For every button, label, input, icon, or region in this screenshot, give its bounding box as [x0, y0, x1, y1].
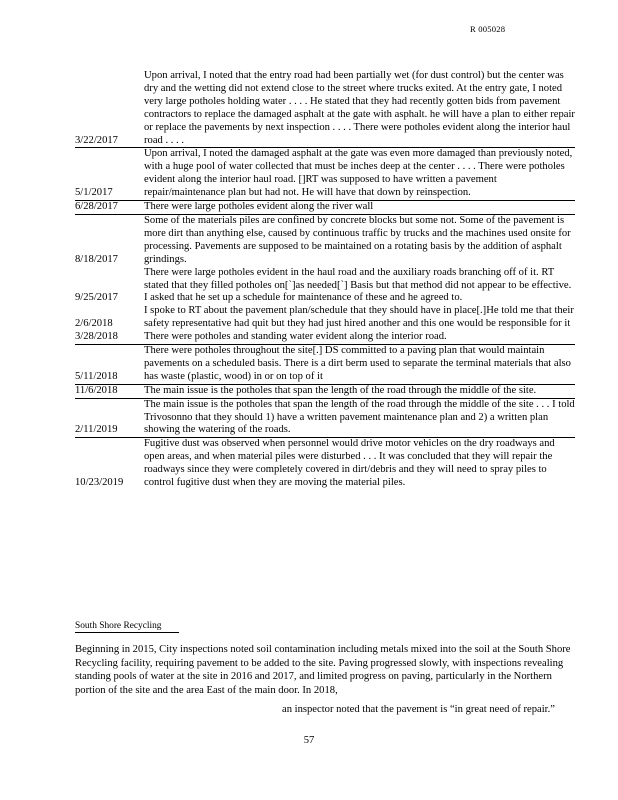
page-number: 57 — [303, 735, 315, 746]
log-note: The main issue is the potholes that span the length of the road through the middle of the site . . . I told Trivosonno that they should 1) have a written pavement maintenance plan and 2) a written plan showing the watering of the roads. — [144, 398, 575, 438]
log-date: 3/28/2018 — [75, 331, 118, 343]
log-date: 9/25/2017 — [75, 292, 118, 304]
log-note: There were potholes throughout the site[.] DS committed to a paving plan that would maintain pavements on a scheduled basis. There is a dirt berm used to separate the terminal materials that also has waste (plastic, wood) in or on top of it — [144, 345, 575, 385]
log-row — [75, 398, 575, 438]
log-row — [75, 331, 575, 344]
paragraph-tail-text: an inspector noted that the pavement is “in great need of repair.” — [282, 704, 555, 715]
log-note: Fugitive dust was observed when personnel would drive motor vehicles on the dry roadways and open areas, and when material piles were disturbed . . . It was concluded that they will repair the roadways since they were completely covered in dirt/debris and they will need to spray piles to control fugitive dust when they are moving the material piles. — [144, 438, 575, 490]
log-note: Some of the materials piles are confined by concrete blocks but some not. Some of the pavement is more dirt than anything else, caused by continuous traffic by trucks and the machines used onsite for processing. Pavements are supposed to be maintained on a rotating basis by the addition of asphalt grindings. — [144, 214, 575, 266]
bates-number: R 005028 — [470, 24, 506, 34]
inspection-log-table — [75, 70, 575, 490]
log-date: 2/11/2019 — [75, 398, 144, 438]
log-row — [75, 267, 575, 306]
log-note: There were large potholes evident along the river wall — [144, 201, 575, 215]
log-row — [75, 384, 575, 398]
inspection-log-body — [75, 70, 575, 490]
log-note: There were potholes and standing water evident along the interior road. — [144, 331, 447, 343]
log-row — [75, 305, 575, 331]
log-note: The main issue is the potholes that span the length of the road through the middle of the site. — [144, 384, 575, 398]
body-paragraph-text: Beginning in 2015, City inspections noted soil contamination including metals mixed into the soil at the South Shore Recycling facility, requiring pavement to be added to the site. Paving progressed slowly, with inspections revealing standing pools of water at the site in 2016 and 2017, and limited progress on paving, particularly in the Northern portion of the site and the area East of the main door. In 2018, — [75, 644, 571, 696]
log-row — [75, 148, 575, 201]
log-row — [75, 345, 575, 385]
log-date: 8/18/2017 — [75, 214, 144, 266]
log-date: 2/6/2018 — [75, 318, 113, 330]
redaction-tail — [282, 702, 554, 717]
log-row — [75, 438, 575, 490]
log-row — [75, 70, 575, 148]
log-date: 11/6/2018 — [75, 384, 144, 398]
log-date: 3/22/2017 — [75, 134, 118, 146]
log-date: 10/23/2019 — [75, 438, 144, 490]
log-date: 6/28/2017 — [75, 201, 144, 215]
log-note: Upon arrival, I noted the damaged asphalt at the gate was even more damaged than previously noted, with a huge pool of water collected that must be inches deep at the center . . . . There were potholes evident along the interior haul road. []RT was supposed to have written a pavement repair/maintenance plan but had not. He will have that down by reinspection. — [144, 148, 575, 201]
log-date: 5/11/2018 — [75, 345, 144, 385]
log-note: There were large potholes evident in the haul road and the auxiliary roads branching off of it. RT stated that they filled potholes on[`]as needed[`] Basis but that method did not appear to be effective. I asked that he set up a schedule for maintenance of these and he agreed to. — [144, 266, 572, 304]
log-note: Upon arrival, I noted that the entry road had been partially wet (for dust control) but the center was dry and the wetting did not extend close to the street where trucks exited. At the entry gate, I noted very large potholes holding water . . . . He stated that they had recently gotten bids from pavement contractors to replace the damaged asphalt at the gate with asphalt. he will have a plan to either repair or replace the pavements by next inspection . . . . There were potholes evident along the interior haul road . . . . — [144, 70, 575, 146]
body-paragraph — [75, 643, 575, 697]
log-note: I spoke to RT about the pavement plan/schedule that they should have in place[.]He told me that their safety representative had quit but they had just hired another and this one would be responsible for it — [144, 305, 574, 330]
log-row — [75, 214, 575, 266]
log-date: 5/1/2017 — [75, 148, 144, 201]
section-heading: South Shore Recycling — [75, 621, 179, 633]
log-row — [75, 201, 575, 215]
